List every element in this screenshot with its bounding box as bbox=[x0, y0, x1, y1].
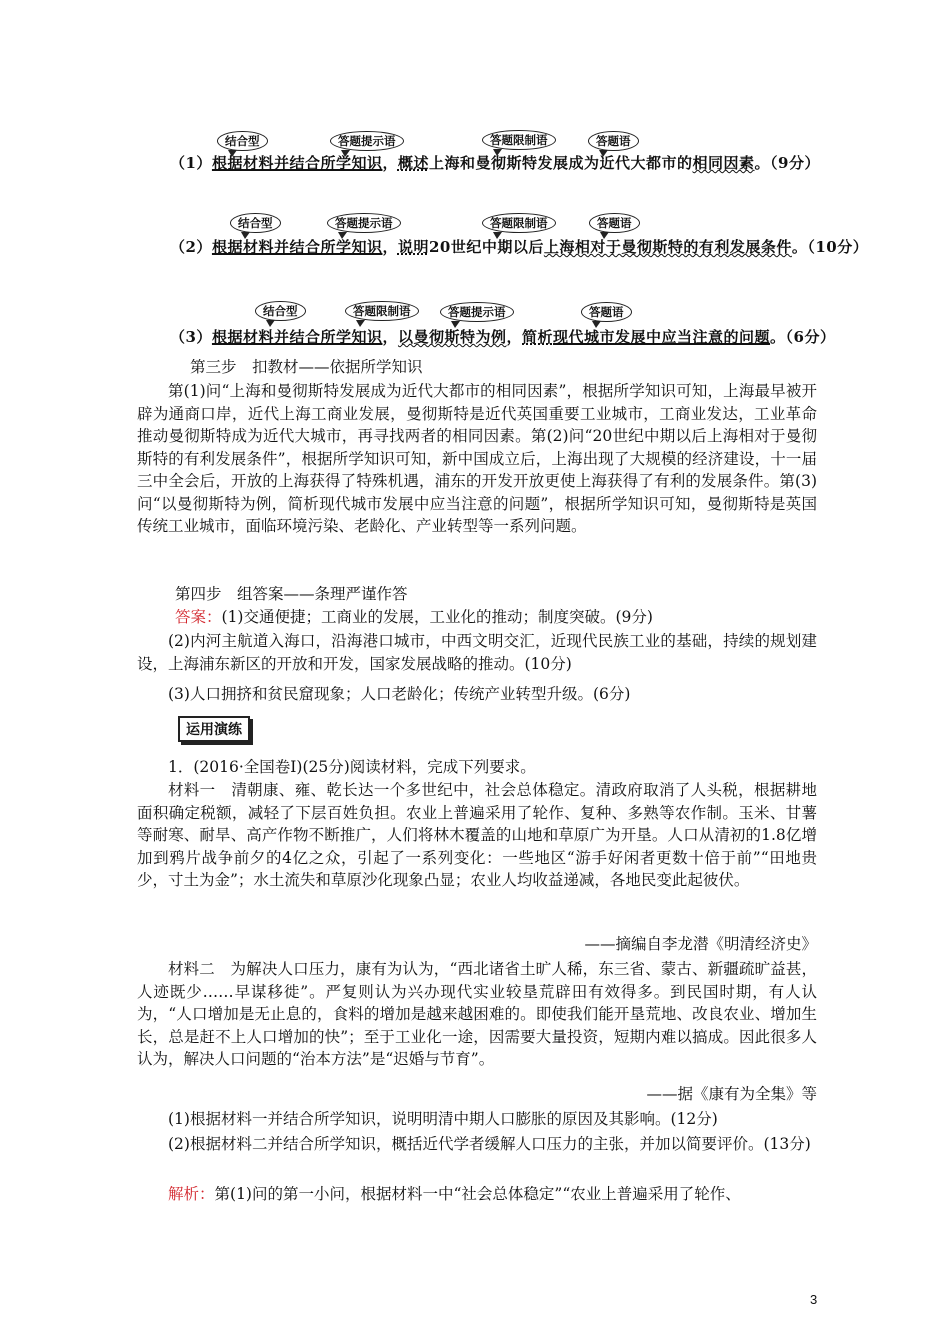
answer-1: 答案：(1)交通便捷；工商业的发展，工业化的推动；制度突破。(9分) bbox=[175, 608, 653, 626]
tag-answer-limit: 答题限制语 bbox=[345, 301, 419, 321]
step3-heading: 第三步 扣教材——依据所学知识 bbox=[190, 358, 423, 376]
material-1: 材料一 清朝康、雍、乾长达一个多世纪中，社会总体稳定。清政府取消了人头税，根据耕地面积确定税额，减轻了下层百姓负担。农业上普遍采用了轮作、复种、多熟等农作制。玉米、甘薯等耐寒、耐旱、高产作物不断推广，人们将林木覆盖的山地和草原广为开垦。人口从清初的1.8亿增加到鸦片战争前夕的4亿之众，引起了一系列变化：一些地区“游手好闲者更数十倍于前”“田地贵少，寸土为金”；水土流失和草原沙化现象凸显；农业人均收益递减，各地民变此起彼伏。 bbox=[137, 781, 817, 889]
page-number: 3 bbox=[810, 1292, 818, 1307]
tag-answer-hint: 答题提示语 bbox=[330, 131, 404, 151]
practice-intro: 1．(2016·全国卷Ⅰ)(25分)阅读材料，完成下列要求。 bbox=[168, 758, 536, 776]
tag-answer-phrase: 答题语 bbox=[588, 131, 639, 151]
question-1: （1）根据材料并结合所学知识，概述上海和曼彻斯特发展成为近代大都市的相同因素。（9分） bbox=[170, 154, 820, 172]
tag-answer-limit: 答题限制语 bbox=[482, 213, 556, 233]
question-2: （2）根据材料并结合所学知识，说明20世纪中期以后上海相对于曼彻斯特的有利发展条件。（10分） bbox=[170, 238, 869, 256]
tag-answer-phrase: 答题语 bbox=[589, 213, 640, 233]
answer-3: (3)人口拥挤和贫民窟现象；人口老龄化；传统产业转型升级。(6分) bbox=[168, 685, 631, 703]
practice-question-2: (2)根据材料二并结合所学知识，概括近代学者缓解人口压力的主张，并加以简要评价。(13分) bbox=[168, 1135, 811, 1153]
answer-2: (2)内河主航道入海口，沿海港口城市，中西文明交汇，近现代民族工业的基础，持续的规划建设，上海浦东新区的开放和开发，国家发展战略的推动。(10分) bbox=[137, 632, 817, 673]
tag-combination-type: 结合型 bbox=[255, 301, 306, 321]
step4-heading: 第四步 组答案——条理严谨作答 bbox=[175, 585, 408, 603]
tag-answer-limit: 答题限制语 bbox=[482, 130, 556, 150]
tag-answer-hint: 答题提示语 bbox=[327, 213, 401, 233]
practice-question-1: (1)根据材料一并结合所学知识，说明明清中期人口膨胀的原因及其影响。(12分) bbox=[168, 1110, 718, 1128]
material-2-source: ——据《康有为全集》等 bbox=[646, 1085, 817, 1103]
tag-answer-hint: 答题提示语 bbox=[440, 302, 514, 322]
practice-badge: 运用演练 bbox=[178, 716, 250, 742]
material-1-source: ——摘编自李龙潜《明清经济史》 bbox=[584, 935, 817, 953]
material-2: 材料二 为解决人口压力，康有为认为，“西北诸省土旷人稀，东三省、蒙古、新疆疏旷益甚，人迹既少……早谋移徙”。严复则认为兴办现代实业较垦荒辟田有效得多。到民国时期，有人认为，“人口增加是无止息的，食料的增加是越来越困难的。即使我们能开垦荒地、改良农业、增加生长，总是赶不上人口增加的快”；至于工业化一途，因需要大量投资，短期内难以搞成。因此很多人认为，解决人口问题的“治本方法”是“迟婚与节育”。 bbox=[137, 960, 817, 1068]
tag-combination-type: 结合型 bbox=[217, 131, 268, 151]
answer-label: 答案： bbox=[175, 608, 222, 626]
analysis-label: 解析： bbox=[168, 1185, 215, 1203]
tag-combination-type: 结合型 bbox=[230, 213, 281, 233]
step3-body: 第(1)问“上海和曼彻斯特发展成为近代大都市的相同因素”，根据所学知识可知，上海最早被开辟为通商口岸，近代上海工商业发展，曼彻斯特是近代英国重要工业城市，工商业发达，工业革命推动曼彻斯特成为近代大城市，再寻找两者的相同因素。第(2)问“20世纪中期以后上海相对于曼彻斯特的有利发展条件”，根据所学知识可知，新中国成立后，上海出现了大规模的经济建设，十一届三中全会后，开放的上海获得了特殊机遇，浦东的开发开放更使上海获得了有利的发展条件。第(3)问“以曼彻斯特为例，简析现代城市发展中应当注意的问题”，根据所学知识可知，曼彻斯特是英国传统工业城市，面临环境污染、老龄化、产业转型等一系列问题。 bbox=[137, 382, 817, 535]
question-3: （3）根据材料并结合所学知识，以曼彻斯特为例，简析现代城市发展中应当注意的问题。（6分） bbox=[170, 328, 836, 346]
analysis: 解析：第(1)问的第一小问，根据材料一中“社会总体稳定”“农业上普遍采用了轮作、 bbox=[168, 1185, 741, 1203]
tag-answer-phrase: 答题语 bbox=[581, 302, 632, 322]
